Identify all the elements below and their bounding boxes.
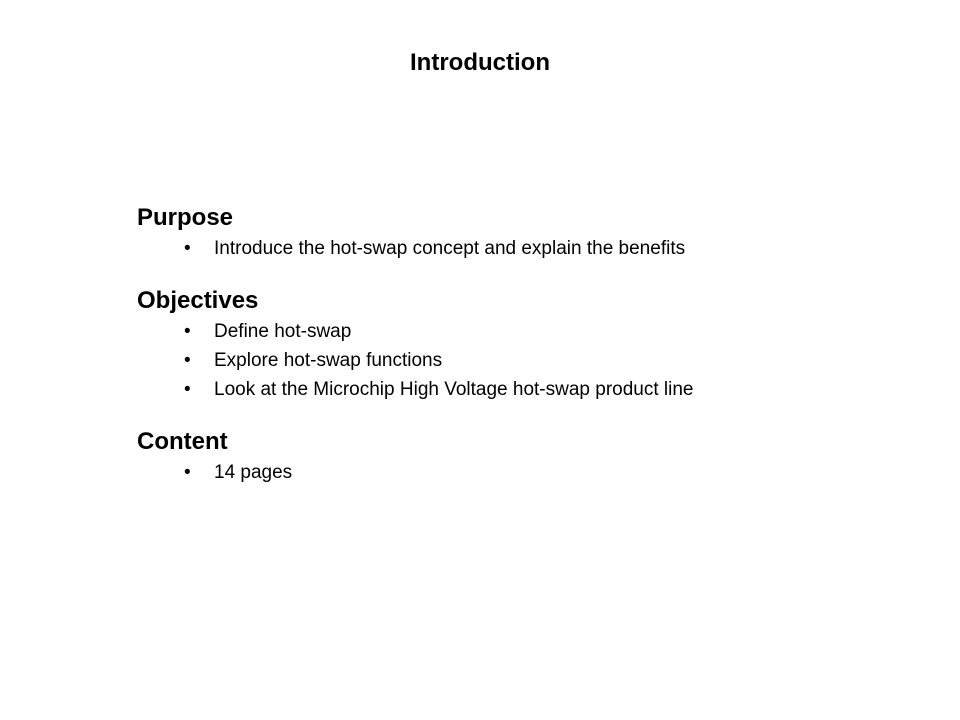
section-heading-content: Content [137, 428, 228, 455]
section-heading-objectives: Objectives [137, 287, 259, 314]
purpose-bullet-list [137, 234, 897, 263]
section-purpose [137, 202, 897, 263]
bullet-icon: • [184, 321, 191, 342]
bullet-text: Look at the Microchip High Voltage hot-swap product line [214, 379, 694, 400]
section-objectives [137, 285, 897, 404]
content-bullet-list [137, 458, 897, 487]
bullet-text: Introduce the hot-swap concept and explain the benefits [214, 238, 686, 259]
bullet-item [137, 458, 897, 487]
bullet-item [137, 317, 897, 346]
bullet-text: 14 pages [214, 462, 293, 483]
objectives-bullet-list [137, 317, 897, 404]
slide-content [137, 202, 897, 509]
section-content [137, 426, 897, 487]
bullet-icon: • [184, 238, 191, 259]
bullet-icon: • [184, 379, 191, 400]
bullet-icon: • [184, 462, 191, 483]
bullet-item [137, 234, 897, 263]
bullet-item [137, 375, 897, 404]
bullet-item [137, 346, 897, 375]
slide-title: Introduction [410, 49, 550, 76]
bullet-icon: • [184, 350, 191, 371]
section-heading-purpose: Purpose [137, 204, 234, 231]
bullet-text: Define hot-swap [214, 321, 352, 342]
bullet-text: Explore hot-swap functions [214, 350, 443, 371]
